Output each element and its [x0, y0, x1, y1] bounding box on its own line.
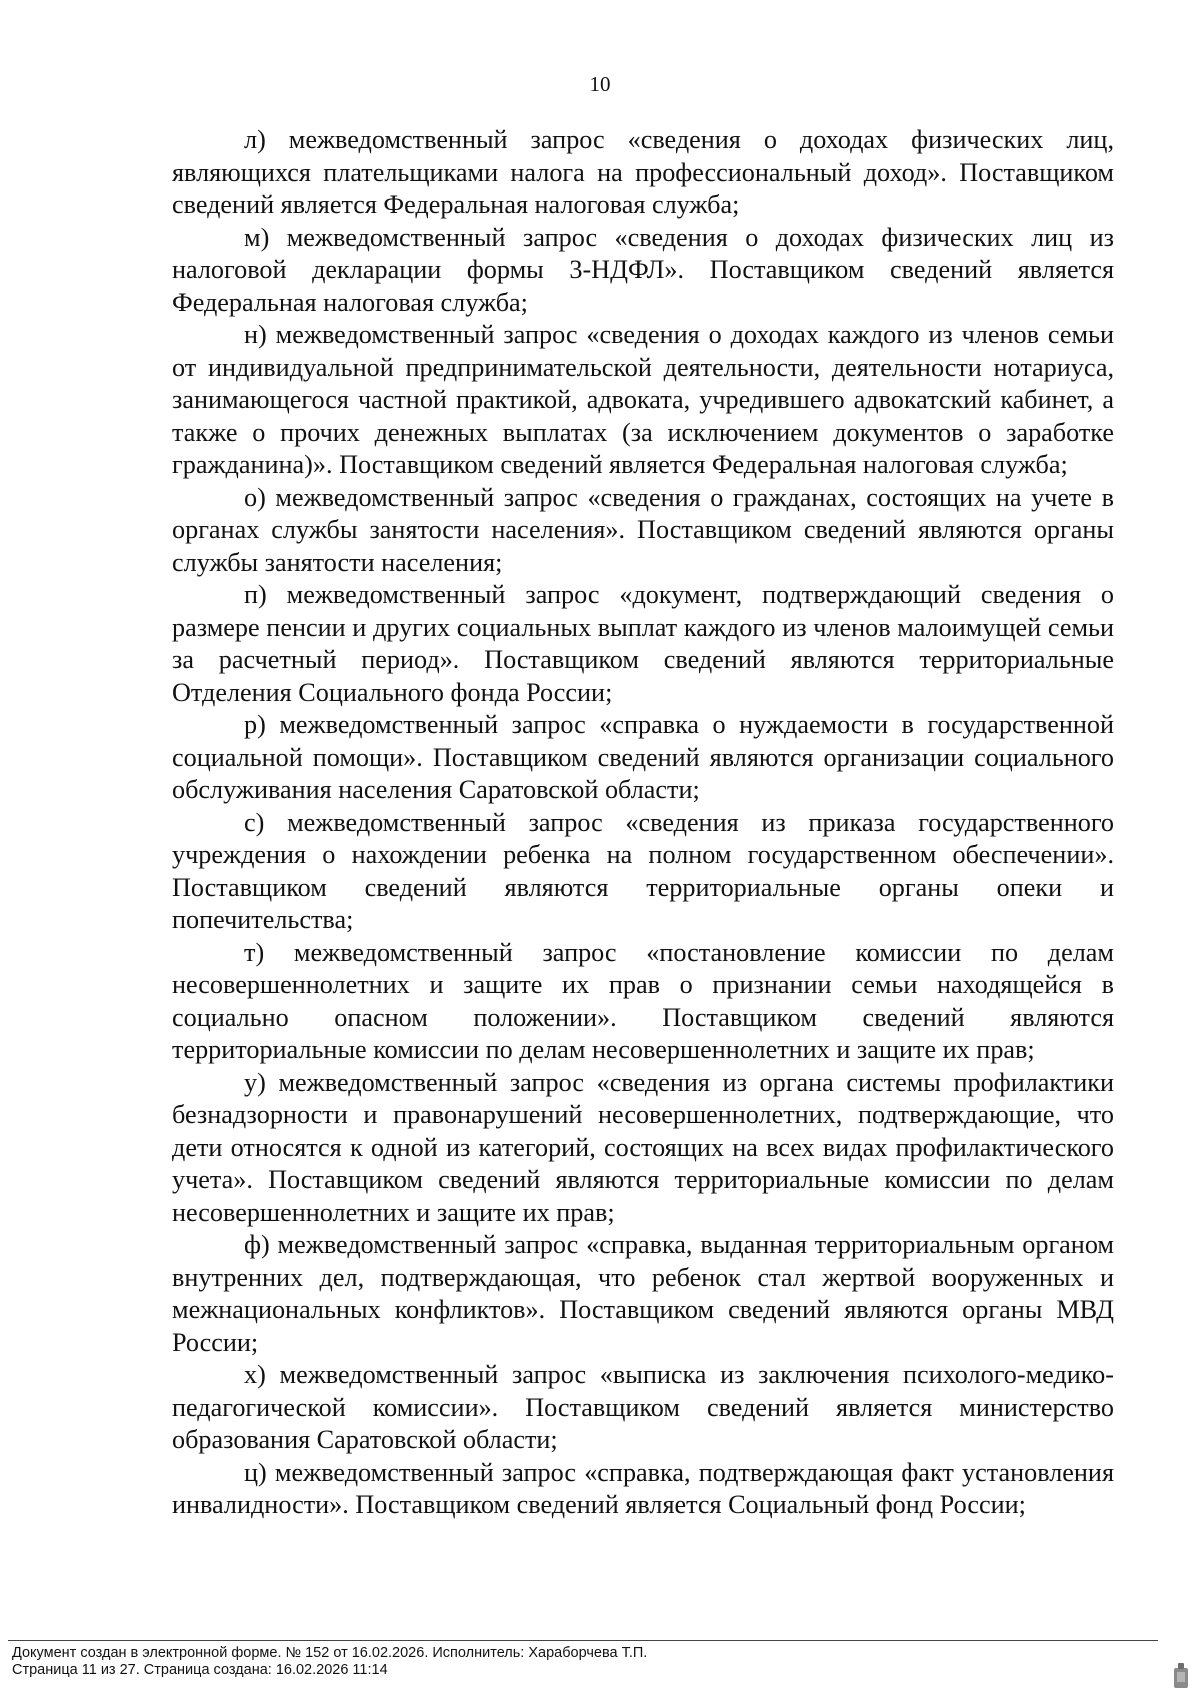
footer-document-info: Документ создан в электронной форме. № 152 от 16.02.2026. Исполнитель: Хараборчева Т.П.: [12, 1645, 648, 1661]
document-body: [172, 124, 1114, 1522]
paragraph-s: с) межведомственный запрос «сведения из приказа государственного учреждения о нахождении ребенка на полном государственном обеспечении». Поставщиком сведений являются территориальные органы опеки и попечительства;: [172, 807, 1114, 934]
coat-of-arms-icon: [1172, 1662, 1190, 1690]
paragraph-f: ф) межведомственный запрос «справка, выданная территориальным органом внутренних дел, подтверждающая, что ребенок стал жертвой вооруженных и межнациональных конфликтов». Поставщиком сведений являются органы МВД России;: [172, 1230, 1114, 1357]
paragraph-t: т) межведомственный запрос «постановление комиссии по делам несовершеннолетних и защите их прав о признании семьи находящейся в социально опасном положении». Поставщиком сведений являются территориальные комиссии по делам несовершеннолетних и защите их прав;: [172, 937, 1114, 1064]
paragraph-n: н) межведомственный запрос «сведения о доходах каждого из членов семьи от индивидуальной предпринимательской деятельности, деятельности нотариуса, занимающегося частной практикой, адвоката, учредившего адвокатский кабинет, а также о прочих денежных выплатах (за исключением документов о заработке гражданина)». Поставщиком сведений является Федеральная налоговая служба;: [172, 320, 1114, 479]
paragraph-h: х) межведомственный запрос «выписка из заключения психолого-медико-педагогической комиссии». Поставщиком сведений является министерство образования Саратовской области;: [172, 1360, 1114, 1454]
paragraph-r: р) межведомственный запрос «справка о нуждаемости в государственной социальной помощи». Поставщиком сведений являются организации социального обслуживания населения Саратовской области;: [172, 710, 1114, 804]
paragraph-p: п) межведомственный запрос «документ, подтверждающий сведения о размере пенсии и других социальных выплат каждого из членов малоимущей семьи за расчетный период». Поставщиком сведений являются территориальные Отделения Социального фонда России;: [172, 580, 1114, 707]
paragraph-o: о) межведомственный запрос «сведения о гражданах, состоящих на учете в органах службы занятости населения». Поставщиком сведений являются органы службы занятости населения;: [172, 482, 1114, 577]
footer-page-info: Страница 11 из 27. Страница создана: 16.02.2026 11:14: [12, 1662, 388, 1678]
document-footer: [12, 1645, 647, 1679]
page-number: 10: [589, 72, 611, 96]
footer-divider: [8, 1640, 1158, 1641]
paragraph-l: л) межведомственный запрос «сведения о доходах физических лиц, являющихся плательщиками налога на профессиональный доход». Поставщиком сведений является Федеральная налоговая служба;: [172, 125, 1114, 219]
paragraph-u: у) межведомственный запрос «сведения из органа системы профилактики безнадзорности и правонарушений несовершеннолетних, подтверждающие, что дети относятся к одной из категорий, состоящих на всех видах профилактического учета». Поставщиком сведений являются территориальные комиссии по делам несовершеннолетних и защите их прав;: [172, 1067, 1114, 1227]
paragraph-ts: ц) межведомственный запрос «справка, подтверждающая факт установления инвалидности». Поставщиком сведений является Социальный фонд России;: [172, 1457, 1114, 1519]
paragraph-m: м) межведомственный запрос «сведения о доходах физических лиц из налоговой декларации формы 3-НДФЛ». Поставщиком сведений является Федеральная налоговая служба;: [172, 222, 1114, 317]
